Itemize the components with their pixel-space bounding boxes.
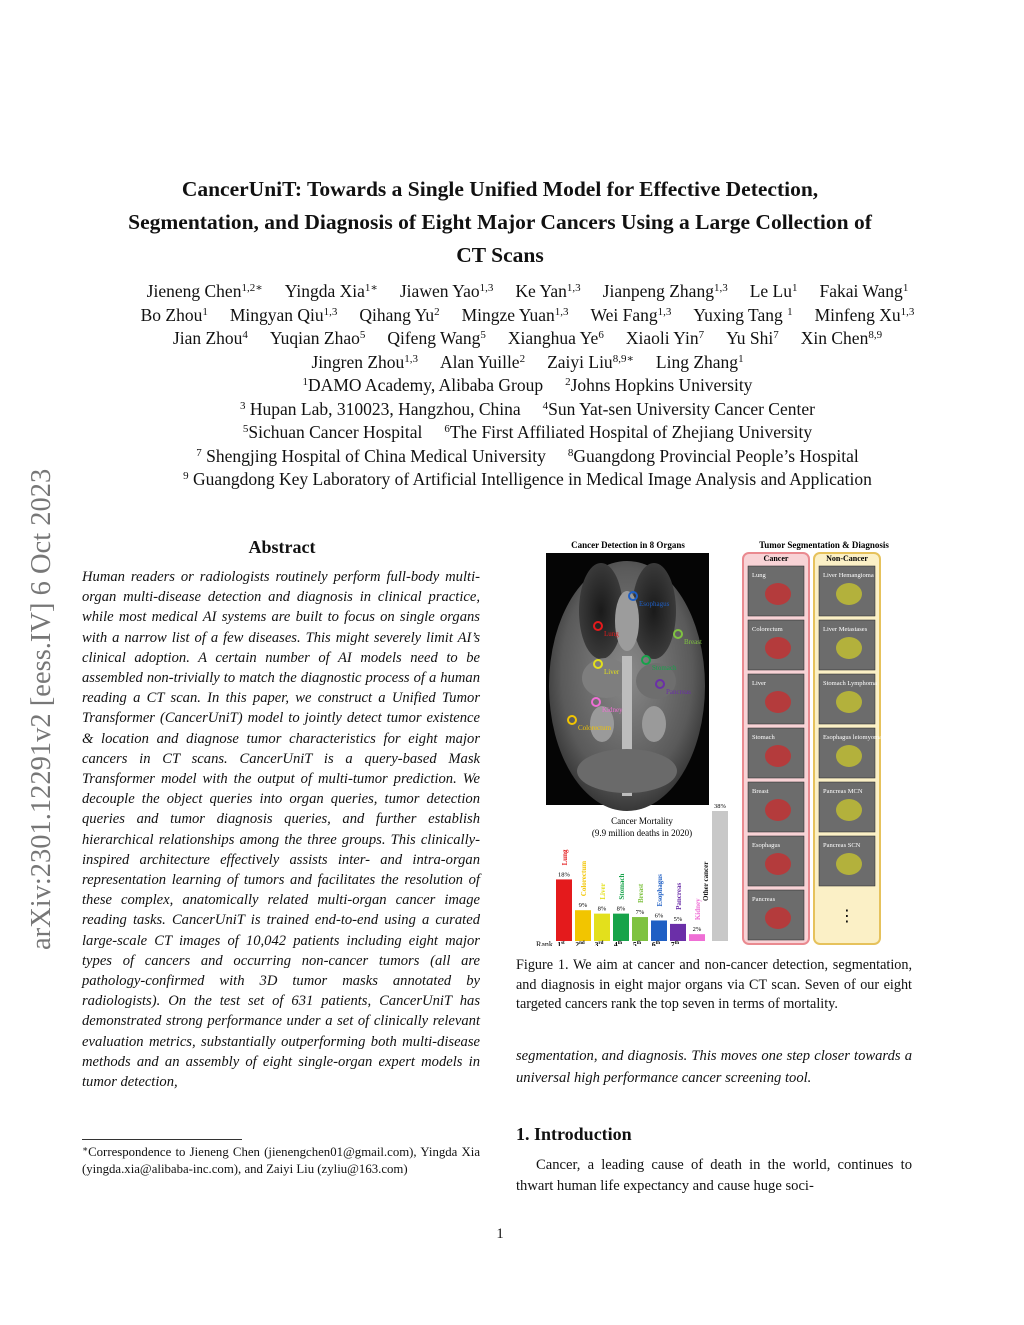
correspondence-footnote <box>82 1144 480 1178</box>
author-affiliation-mark: 5 <box>480 329 486 341</box>
author <box>656 352 744 372</box>
tile-label: Pancreas MCN <box>823 788 863 795</box>
author-name: Xianghua Ye <box>507 328 599 348</box>
author <box>726 328 779 348</box>
rank-number: 7 <box>670 940 675 946</box>
tile-label: Esophagus <box>752 842 781 849</box>
rank-suffix: th <box>655 941 661 946</box>
author <box>285 281 378 301</box>
tile-label: Lung <box>752 572 766 579</box>
introduction-text: Cancer, a leading cause of death in the world, continues to thwart human life expectancy and cause huge soci- <box>516 1157 912 1194</box>
bar-category-label: Liver <box>599 883 607 900</box>
bar-value-label: 18% <box>558 871 570 879</box>
author-affiliation-mark: 7 <box>773 329 779 341</box>
bar-category-label: Stomach <box>618 873 626 900</box>
affiliation-row <box>60 445 995 469</box>
author-name: Alan Yuille <box>440 351 520 372</box>
rank-label <box>652 940 660 946</box>
author-affiliation-mark: 1 <box>902 282 909 294</box>
rank-suffix: th <box>674 941 680 946</box>
author <box>750 281 798 301</box>
rank-label <box>557 940 565 946</box>
author <box>515 281 580 301</box>
author-name: Ke Yan <box>515 281 567 301</box>
author <box>311 352 418 372</box>
author-affiliation-mark: 2 <box>519 352 526 365</box>
rank-suffix: th <box>617 941 623 946</box>
affiliation-text: Sun Yat-sen University Cancer Center <box>548 398 815 419</box>
affiliation <box>196 446 546 466</box>
bar-category-label: Lung <box>561 849 569 866</box>
tumor-mask <box>765 637 791 659</box>
author <box>173 328 248 348</box>
detection-panel-title: Cancer Detection in 8 Organs <box>571 540 685 550</box>
tumor-mask <box>765 691 791 713</box>
rank-label <box>575 940 585 946</box>
cancer-tile-list <box>748 566 804 940</box>
affiliation-number: 2 <box>565 376 571 388</box>
author <box>359 305 439 325</box>
tumor-mask <box>836 799 862 821</box>
author <box>270 328 365 348</box>
rank-number: 3 <box>594 940 599 946</box>
author-affiliation-mark: 1∗ <box>364 282 378 294</box>
tumor-mask <box>836 583 862 605</box>
author-name: Wei Fang <box>590 304 658 325</box>
author-affiliation-mark: 8,9 <box>868 329 883 341</box>
affiliation-text: The First Affiliated Hospital of Zhejiang University <box>449 422 813 442</box>
affiliation <box>543 399 815 419</box>
affiliation-text: Johns Hopkins University <box>570 375 753 395</box>
chart-subtitle: (9.9 million deaths in 2020) <box>591 828 693 838</box>
author-name: Yingda Xia <box>284 281 365 301</box>
affiliation-number: 8 <box>567 446 574 459</box>
rank-number: 6 <box>651 940 656 946</box>
affiliation <box>565 375 752 395</box>
tumor-mask <box>836 637 862 659</box>
author-affiliation-mark: 1,3 <box>479 282 494 294</box>
author-affiliation-mark: 1 <box>787 305 793 318</box>
bar-category-label: Other cancer <box>702 861 710 901</box>
affiliation <box>243 422 422 442</box>
noncancer-column-label: Non-Cancer <box>826 554 868 563</box>
cancer-column-label: Cancer <box>763 554 789 563</box>
tile-label: Breast <box>752 788 769 795</box>
author-affiliation-mark: 5 <box>359 329 366 341</box>
author <box>819 281 908 301</box>
author-name: Mingze Yuan <box>461 304 555 325</box>
tumor-mask <box>836 691 862 713</box>
author <box>693 305 792 325</box>
author-affiliation-mark: 8,9∗ <box>612 352 634 365</box>
affiliation-number: 4 <box>542 399 549 412</box>
author-affiliation-mark: 1 <box>738 352 744 365</box>
affiliation-row <box>60 421 995 445</box>
tile-label: Liver Metastases <box>823 626 868 633</box>
author <box>141 305 208 325</box>
abstract-continued: segmentation, and diagnosis. This moves one step closer towards a universal high performance cancer screening tool. <box>516 1048 912 1086</box>
author <box>147 281 263 301</box>
bar-value-label: 9% <box>578 902 588 910</box>
rank-suffix: rd <box>598 941 604 946</box>
author-list <box>60 280 995 374</box>
affiliation-text: Guangdong Provincial People’s Hospital <box>573 445 859 466</box>
bar-value-label: 2% <box>692 926 702 934</box>
bar <box>556 879 572 941</box>
author-affiliation-mark: 1,2∗ <box>241 282 263 294</box>
rank-suffix: nd <box>579 941 585 946</box>
affiliation-number: 6 <box>444 423 450 435</box>
author <box>801 328 882 348</box>
organ-label: Colorectum <box>578 724 612 732</box>
rank-label <box>633 940 641 946</box>
tile-label: Liver Hemangioma <box>823 572 874 579</box>
tumor-mask <box>765 745 791 767</box>
bar <box>575 910 591 941</box>
rank-label <box>614 940 622 946</box>
tumor-mask <box>836 853 862 875</box>
author-block <box>60 280 995 492</box>
author-name: Xin Chen <box>800 328 869 348</box>
tile-label: Pancreas SCN <box>823 842 861 849</box>
organ-label: Pancreas <box>666 688 691 696</box>
author-affiliation-mark: 1,3 <box>566 282 581 294</box>
bar-value-label: 6% <box>654 912 664 920</box>
figure-1 <box>516 536 914 946</box>
tumor-mask <box>765 853 791 875</box>
author-row <box>60 280 995 304</box>
tile-label: Esophagus leiomyoma <box>823 734 883 741</box>
tile-label: Colorectum <box>752 626 783 633</box>
author-row <box>60 351 995 375</box>
organ-label: Breast <box>684 638 702 646</box>
author <box>230 305 338 325</box>
affiliation-number: 5 <box>242 423 249 435</box>
affiliation-number: 3 <box>240 399 246 412</box>
rank-suffix: th <box>636 941 642 946</box>
bar <box>712 811 728 941</box>
author-name: Qihang Yu <box>359 304 435 325</box>
organ-label: Lung <box>604 630 619 638</box>
bar-category-label: Kidney <box>694 898 702 921</box>
rank-axis-label: Rank <box>536 940 553 946</box>
bar-value-label: 38% <box>714 803 726 810</box>
footnote-rule <box>82 1139 242 1140</box>
paper-title <box>60 173 940 272</box>
author <box>603 281 728 301</box>
organ-label: Esophagus <box>639 600 670 608</box>
author-name: Jiawen Yao <box>399 281 480 301</box>
figure-caption: Figure 1. We aim at cancer and non-cancer detection, segmentation, and diagnosis in eight major organs via CT scan. Seven of our eight targeted cancers rank the top seven in terms of mortality. <box>516 957 912 1012</box>
rank-number: 1 <box>557 940 562 946</box>
affiliation <box>444 422 812 442</box>
author-affiliation-mark: 6 <box>598 329 604 341</box>
bar-value-label: 8% <box>616 905 626 913</box>
organ-label: Kidney <box>602 706 623 714</box>
author-affiliation-mark: 1 <box>202 305 208 318</box>
author-name: Fakai Wang <box>819 281 903 301</box>
chart-title: Cancer Mortality <box>611 816 673 826</box>
abstract-text: Human readers or radiologists routinely perform full-body multi-organ multi-disease detection and diagnosis in clinical practice, while most medical AI systems are built to focus on single organs with a narrow list of a few diseases. This might severely limit AI’s clinical adoption. A certain number of AI models need to be assembled non-trivially to match the diagnostic process of a human reading a CT scan. In this paper, we construct a Unified Tumor Transformer (CancerUniT) model to jointly detect tumor existence & location and diagnose tumor characteristics for eight major cancers in CT scans. CancerUniT is a query-based Mask Transformer model with the output of multi-tumor prediction. We decouple the object queries into organ queries, tumor detection queries and tumor diagnosis queries, and further establish hierarchical relationships among the three groups. This clinically-inspired architecture effectively assists inter- and intra-organ representation learning of tumors and facilitates the resolution of these complex, anatomically related multi-organ cancer image reading tasks. CancerUniT is trained end-to-end using a curated large-scale CT images of 10,042 patients including eight major types of cancers and occurring non-cancer tumors (all are pathology-confirmed with 3D tumor masks annotated by radiologists). On the test set of 631 patients, CancerUniT has demonstrated strong performance under a set of clinically relevant evaluation metrics, substantially outperforming both multi-disease methods and an assembly of eight single-organ expert models in tumor detection, <box>82 569 480 1091</box>
bar <box>594 914 610 941</box>
rank-suffix: st <box>561 941 565 946</box>
bar <box>689 934 705 941</box>
bar-category-label: Pancreas <box>675 882 683 910</box>
rank-number: 4 <box>613 940 618 946</box>
author <box>387 328 486 348</box>
author-name: Le Lu <box>749 281 792 301</box>
segdiag-panel-title: Tumor Segmentation & Diagnosis <box>759 540 889 550</box>
author-affiliation-mark: 1,3 <box>404 352 419 365</box>
affiliation-number: 7 <box>196 446 202 459</box>
bar <box>632 917 648 941</box>
affiliation <box>183 469 872 489</box>
bar <box>670 924 686 941</box>
bar-value-label: 5% <box>673 915 683 923</box>
organ-label: Stomach <box>652 664 677 672</box>
author <box>815 305 915 325</box>
author-name: Jieneng Chen <box>146 281 242 301</box>
tile-label: Stomach Lymphoma <box>823 680 877 687</box>
author <box>440 352 525 372</box>
affiliation-row <box>60 398 995 422</box>
author-name: Jingren Zhou <box>311 351 405 372</box>
author-affiliation-mark: 1,3 <box>657 305 672 318</box>
author-name: Ling Zhang <box>655 351 739 372</box>
abstract-heading: Abstract <box>248 537 316 557</box>
author-affiliation-mark: 2 <box>434 305 440 318</box>
tumor-mask <box>765 799 791 821</box>
author-name: Minfeng Xu <box>814 304 901 325</box>
rank-number: 2 <box>575 940 580 946</box>
rank-label <box>595 940 604 946</box>
author-name: Mingyan Qiu <box>229 304 324 325</box>
ct-scan-image <box>546 553 709 811</box>
affiliation-row <box>60 468 995 492</box>
tumor-mask <box>836 745 862 767</box>
author-name: Qifeng Wang <box>387 328 481 348</box>
tumor-mask <box>765 583 791 605</box>
author-name: Jian Zhou <box>172 328 243 348</box>
tile-label: Liver <box>752 680 767 687</box>
author <box>400 281 493 301</box>
tumor-mask <box>765 907 791 929</box>
author-affiliation-mark: 1,3 <box>713 282 728 294</box>
author-row <box>60 327 995 351</box>
affiliation-text: Guangdong Key Laboratory of Artificial Intelligence in Medical Image Analysis and Application <box>188 469 872 489</box>
ellipsis: ⋮ <box>839 906 855 925</box>
footnote-mark: ∗ <box>82 1144 89 1154</box>
affiliation-list <box>60 374 995 492</box>
affiliation-text: Shengjing Hospital of China Medical University <box>201 445 546 466</box>
tile-label: Stomach <box>752 734 775 741</box>
organ-label: Liver <box>604 668 620 676</box>
author-row <box>60 304 995 328</box>
author-name: Yuqian Zhao <box>269 328 360 348</box>
author-affiliation-mark: 7 <box>698 329 705 341</box>
bar-category-label: Colorectum <box>580 860 588 897</box>
author-affiliation-mark: 1,3 <box>554 305 569 318</box>
affiliation <box>568 446 859 466</box>
author-affiliation-mark: 1,3 <box>323 305 338 318</box>
affiliation <box>303 375 544 395</box>
bar <box>651 920 667 941</box>
rank-number: 5 <box>632 940 637 946</box>
author-name: Yu Shi <box>726 328 774 348</box>
author <box>547 352 634 372</box>
affiliation <box>240 399 521 419</box>
introduction-heading: 1. Introduction <box>516 1124 632 1144</box>
affiliation-text: DAMO Academy, Alibaba Group <box>308 375 544 395</box>
author-name: Jianpeng Zhang <box>602 281 714 301</box>
title-line: Segmentation, and Diagnosis of Eight Major Cancers Using a Large Collection of <box>128 210 872 234</box>
author-affiliation-mark: 1,3 <box>900 305 915 318</box>
bar-category-label: Esophagus <box>656 874 664 907</box>
tile-label: Pancreas <box>752 896 776 903</box>
title-line: CT Scans <box>456 243 544 267</box>
author <box>508 328 604 348</box>
author-name: Xiaoli Yin <box>625 328 699 348</box>
author <box>591 305 672 325</box>
mortality-bar-chart <box>536 803 728 946</box>
bar-value-label: 8% <box>597 905 607 913</box>
author <box>626 328 704 348</box>
author-affiliation-mark: 1 <box>791 282 798 294</box>
affiliation-text: Hupan Lab, 310023, Hangzhou, China <box>245 398 521 419</box>
arxiv-identifier <box>14 360 64 950</box>
title-line: CancerUniT: Towards a Single Unified Model for Effective Detection, <box>181 177 819 201</box>
bar-value-label: 7% <box>635 909 645 917</box>
affiliation-number: 9 <box>183 470 189 482</box>
affiliation-number: 1 <box>302 376 309 388</box>
author-name: Bo Zhou <box>140 304 203 325</box>
page-number: 1 <box>496 1226 504 1242</box>
footnote-text: Correspondence to Jieneng Chen (jienengchen01@gmail.com), Yingda Xia (yingda.xia@alibaba-inc.com), and Zaiyi Liu (zyliu@163.com) <box>82 1145 480 1176</box>
affiliation-row <box>60 374 995 398</box>
author-name: Yuxing Tang <box>693 304 788 325</box>
affiliation-text: Sichuan Cancer Hospital <box>248 422 423 442</box>
author-affiliation-mark: 4 <box>242 329 248 341</box>
author-name: Zaiyi Liu <box>547 351 613 372</box>
bar-category-label: Breast <box>637 883 645 904</box>
rank-label <box>671 940 679 946</box>
bar <box>613 914 629 941</box>
author <box>462 305 569 325</box>
arxiv-id-text: arXiv:2301.12291v2 [eess.IV] 6 Oct 2023 <box>26 468 57 950</box>
